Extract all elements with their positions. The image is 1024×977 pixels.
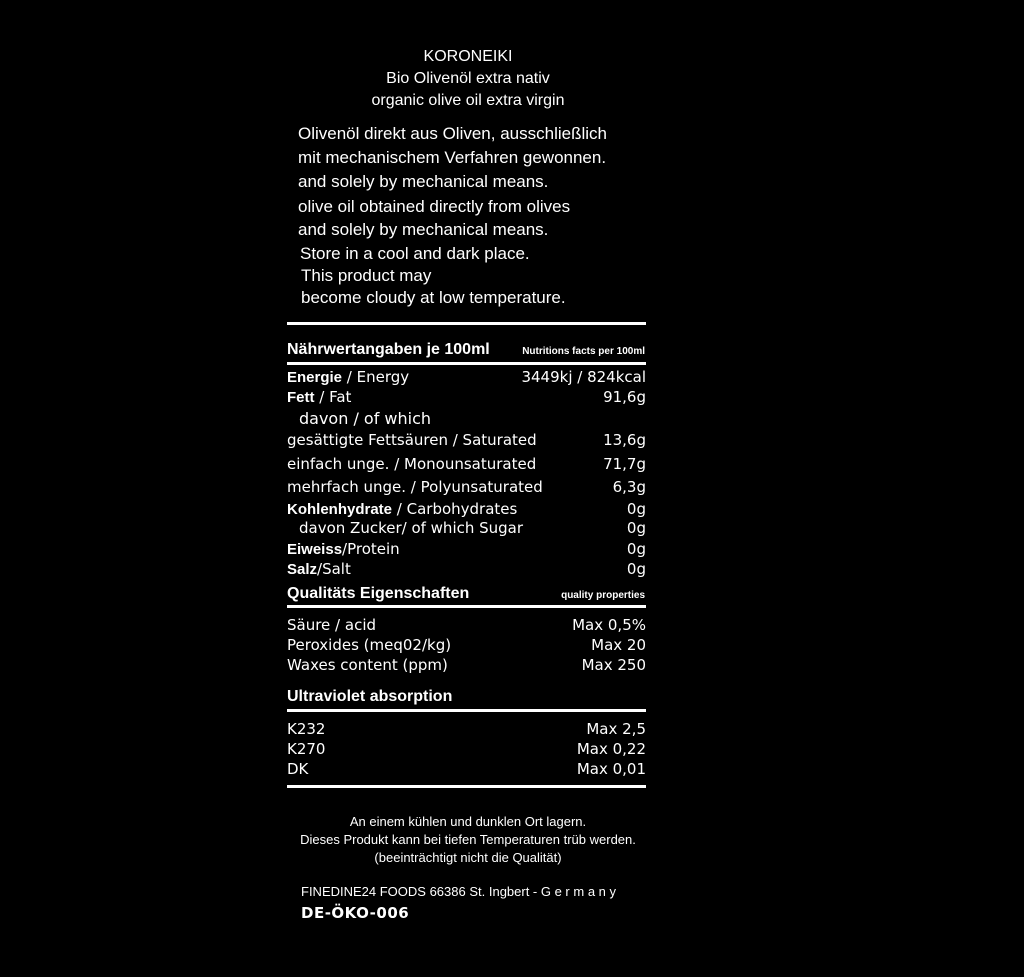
uv-row-value: Max 0,22 (576, 740, 646, 758)
nutrition-row-text: /Salt (317, 560, 351, 578)
quality-subtitle: quality properties (561, 590, 645, 601)
product-line-en: organic olive oil extra virgin (371, 92, 565, 109)
intro-line: mit mechanischem Verfahren gewonnen. (298, 148, 607, 167)
nutrition-row-bold: Eiweiss (287, 541, 343, 558)
nutrition-row-label: gesättigte Fettsäuren / Saturated (287, 431, 537, 449)
nutrition-row-label (287, 500, 517, 518)
nutrition-row-value: 71,7g (603, 455, 646, 473)
uv-row-label: K270 (287, 740, 326, 758)
intro-line: Store in a cool and dark place. (300, 244, 530, 263)
nutrition-row-label: davon Zucker/ of which Sugar (299, 519, 524, 537)
uv-row-value: Max 0,01 (576, 760, 646, 778)
nutrition-row-bold: Energie (287, 369, 343, 386)
nutrition-row-label: einfach unge. / Monounsaturated (287, 455, 537, 473)
intro-line: olive oil obtained directly from olives (298, 197, 571, 216)
intro-line: and solely by mechanical means. (298, 220, 549, 239)
intro-line: become cloudy at low temperature. (301, 288, 566, 307)
divider (287, 322, 646, 325)
intro-line: and solely by mechanical means. (298, 172, 549, 191)
producer-address: FINEDINE24 FOODS 66386 St. Ingbert - G e r m a n y (301, 884, 617, 899)
product-line-de: Bio Olivenöl extra nativ (386, 70, 550, 87)
nutrition-row-text: /Protein (342, 540, 400, 558)
nutrition-row-text: / Fat (314, 388, 352, 406)
nutrition-row-label (287, 560, 351, 578)
nutrition-row-label: mehrfach unge. / Polyunsaturated (287, 478, 543, 496)
nutrition-subtitle: Nutritions facts per 100ml (522, 346, 645, 357)
quality-row-label: Waxes content (ppm) (287, 656, 448, 674)
divider (287, 362, 646, 365)
nutrition-row-value: 13,6g (603, 431, 646, 449)
nutrition-row-bold: Kohlenhydrate (287, 501, 393, 518)
nutrition-row-label (287, 540, 400, 558)
divider (287, 785, 646, 788)
quality-row-label: Peroxides (meq02/kg) (287, 636, 452, 654)
divider (287, 709, 646, 712)
quality-row-value: Max 0,5% (572, 616, 646, 634)
nutrition-row-text: / Energy (342, 368, 410, 386)
uv-row-value: Max 2,5 (586, 720, 646, 738)
nutrition-row-value: 91,6g (603, 388, 646, 406)
nutrition-row-value: 0g (626, 519, 646, 537)
quality-row-value: Max 250 (581, 656, 646, 674)
nutrition-row-label (287, 388, 351, 406)
intro-line: Olivenöl direkt aus Oliven, ausschließlich (298, 124, 607, 143)
nutrition-row-bold: Fett (287, 389, 315, 406)
nutrition-row-label: davon / of which (299, 409, 432, 428)
quality-note-de: (beeinträchtigt nicht die Qualität) (374, 850, 562, 865)
storage-note-de: An einem kühlen und dunklen Ort lagern. (349, 814, 587, 829)
nutrition-row-value: 6,3g (612, 478, 646, 496)
uv-title: Ultraviolet absorption (287, 688, 453, 705)
nutrition-row-value: 0g (626, 560, 646, 578)
nutrition-row-value: 0g (626, 500, 646, 518)
nutrition-row-value: 0g (626, 540, 646, 558)
quality-title: Qualitäts Eigenschaften (287, 585, 470, 602)
nutrition-row-text: / Carbohydrates (392, 500, 518, 518)
uv-row-label: K232 (287, 720, 326, 738)
nutrition-row-bold: Salz (287, 561, 318, 578)
intro-line: This product may (301, 266, 432, 285)
quality-row-label: Säure / acid (287, 616, 377, 634)
divider (287, 605, 646, 608)
nutrition-row-value: 3449kj / 824kcal (521, 368, 646, 386)
nutrition-row-label (287, 368, 409, 386)
uv-row-label: DK (287, 760, 309, 778)
nutrition-title: Nährwertangaben je 100ml (287, 341, 490, 358)
cloudy-note-de: Dieses Produkt kann bei tiefen Temperaturen trüb werden. (300, 832, 636, 847)
product-name: KORONEIKI (423, 48, 513, 65)
organic-control-code: DE-ÖKO-006 (301, 904, 410, 922)
quality-row-value: Max 20 (591, 636, 646, 654)
